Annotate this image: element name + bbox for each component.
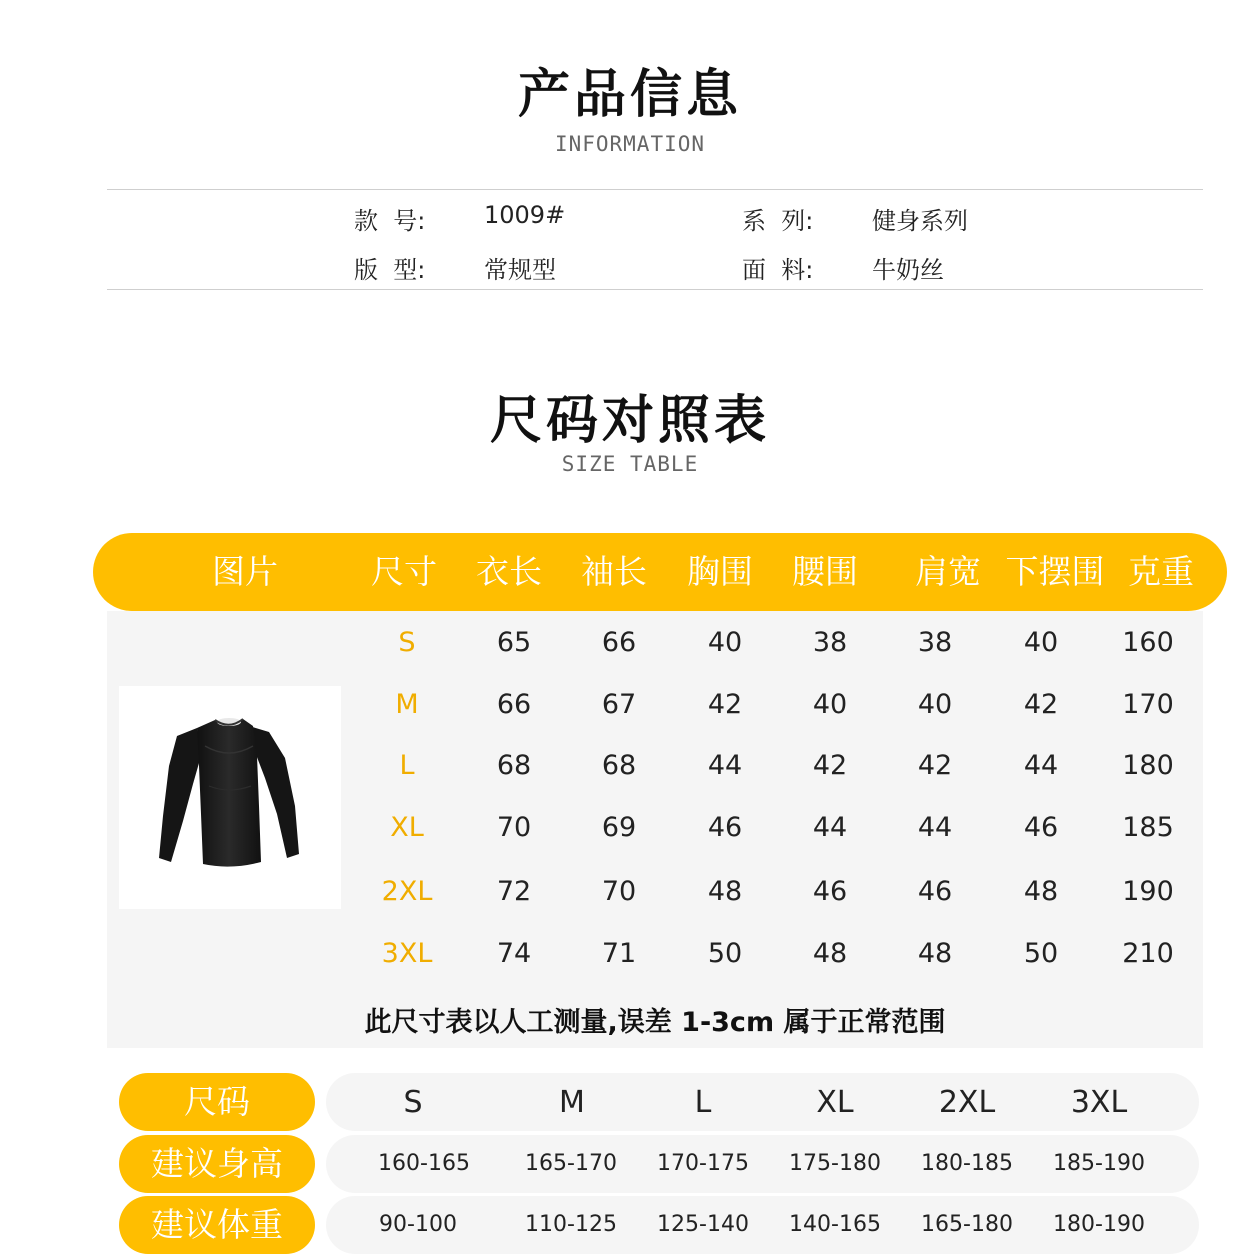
recommend-height-value: 180-185 [921, 1151, 1013, 1176]
size-table-cell: 210 [1122, 938, 1174, 969]
size-table-cell: 44 [707, 750, 743, 781]
size-table-cell: 66 [601, 627, 637, 658]
recommend-height-value: 165-170 [525, 1151, 617, 1176]
size-table-cell: 46 [1023, 812, 1059, 843]
size-table-cell: 180 [1122, 750, 1174, 781]
header-hem: 下摆围 [1005, 552, 1105, 591]
field-value-fabric: 牛奶丝 [872, 256, 944, 284]
size-table-title: 尺码对照表 [489, 391, 770, 451]
field-label-style-no: 款 号: [354, 207, 426, 235]
size-table-cell: 66 [496, 689, 532, 720]
size-table-cell: 42 [917, 750, 953, 781]
shirt-image [119, 686, 341, 909]
recommend-height-value: 175-180 [789, 1151, 881, 1176]
size-table-cell: 160 [1122, 627, 1174, 658]
header-size: 尺寸 [371, 552, 437, 591]
size-table-cell: 48 [1023, 876, 1059, 907]
recommend-height-value: 170-175 [657, 1151, 749, 1176]
field-label-fit: 版 型: [354, 256, 426, 284]
size-table-cell: 40 [1023, 627, 1059, 658]
recommend-weight-value: 125-140 [657, 1212, 749, 1237]
size-table-cell: 42 [1023, 689, 1059, 720]
recommend-size-value: L [694, 1085, 712, 1120]
recommend-size-value: S [403, 1085, 423, 1120]
size-label: 2XL [381, 876, 433, 907]
size-label: M [395, 689, 419, 720]
product-photo [119, 686, 341, 909]
recommend-weight-value: 180-190 [1053, 1212, 1145, 1237]
header-waist: 腰围 [792, 552, 858, 591]
size-table-cell: 48 [812, 938, 848, 969]
size-table-cell: 72 [496, 876, 532, 907]
product-info-subtitle: INFORMATION [554, 132, 706, 156]
header-length: 衣长 [476, 552, 542, 591]
field-value-series: 健身系列 [872, 207, 968, 235]
field-label-series: 系 列: [742, 207, 814, 235]
header-sleeve: 袖长 [581, 552, 647, 591]
header-chest: 胸围 [687, 552, 753, 591]
size-table-cell: 48 [707, 876, 743, 907]
size-table-cell: 185 [1122, 812, 1174, 843]
recommend-weight-value: 90-100 [379, 1212, 457, 1237]
size-table-cell: 44 [1023, 750, 1059, 781]
size-table-cell: 65 [496, 627, 532, 658]
size-table-cell: 46 [707, 812, 743, 843]
recommend-size-value: M [559, 1085, 585, 1120]
size-table-cell: 50 [1023, 938, 1059, 969]
size-table-cell: 38 [917, 627, 953, 658]
size-table-cell: 69 [601, 812, 637, 843]
size-table-cell: 170 [1122, 689, 1174, 720]
size-label: 3XL [381, 938, 433, 969]
size-table-cell: 48 [917, 938, 953, 969]
recommend-weight-value: 165-180 [921, 1212, 1013, 1237]
size-label: L [399, 750, 415, 781]
recommend-weight-value: 110-125 [525, 1212, 617, 1237]
size-table-cell: 46 [812, 876, 848, 907]
recommend-size-value: 2XL [938, 1085, 996, 1120]
field-value-fit: 常规型 [484, 256, 556, 284]
recommend-height-label: 建议身高 [119, 1135, 315, 1193]
field-value-style-no: 1009# [484, 201, 566, 229]
recommend-size-value: 3XL [1070, 1085, 1128, 1120]
size-label: XL [390, 812, 424, 843]
divider-top [107, 189, 1203, 190]
size-table-cell: 190 [1122, 876, 1174, 907]
recommend-height-value: 160-165 [378, 1151, 470, 1176]
size-table-cell: 70 [601, 876, 637, 907]
recommend-size-label: 尺码 [119, 1073, 315, 1131]
size-table-cell: 40 [812, 689, 848, 720]
field-label-fabric: 面 料: [742, 256, 814, 284]
header-image: 图片 [212, 552, 278, 591]
size-table-cell: 40 [707, 627, 743, 658]
size-table-cell: 70 [496, 812, 532, 843]
size-table-cell: 38 [812, 627, 848, 658]
divider-bottom [107, 289, 1203, 290]
recommend-height-value: 185-190 [1053, 1151, 1145, 1176]
size-table-cell: 40 [917, 689, 953, 720]
size-table-cell: 46 [917, 876, 953, 907]
size-table-cell: 42 [812, 750, 848, 781]
size-table-cell: 71 [601, 938, 637, 969]
size-label: S [398, 627, 416, 658]
size-table-cell: 68 [496, 750, 532, 781]
measurement-note: 此尺寸表以人工测量,误差 1-3cm 属于正常范围 [364, 1007, 946, 1038]
size-table-cell: 67 [601, 689, 637, 720]
product-info-title: 产品信息 [517, 65, 742, 125]
size-table-cell: 50 [707, 938, 743, 969]
header-weight: 克重 [1128, 552, 1194, 591]
size-table-cell: 74 [496, 938, 532, 969]
recommend-size-value: XL [816, 1085, 854, 1120]
recommend-weight-label: 建议体重 [119, 1196, 315, 1254]
recommend-weight-value: 140-165 [789, 1212, 881, 1237]
header-shoulder: 肩宽 [915, 552, 981, 591]
size-table-cell: 44 [812, 812, 848, 843]
size-table-cell: 42 [707, 689, 743, 720]
size-table-cell: 68 [601, 750, 637, 781]
size-table-cell: 44 [917, 812, 953, 843]
size-table-subtitle: SIZE TABLE [561, 452, 699, 476]
